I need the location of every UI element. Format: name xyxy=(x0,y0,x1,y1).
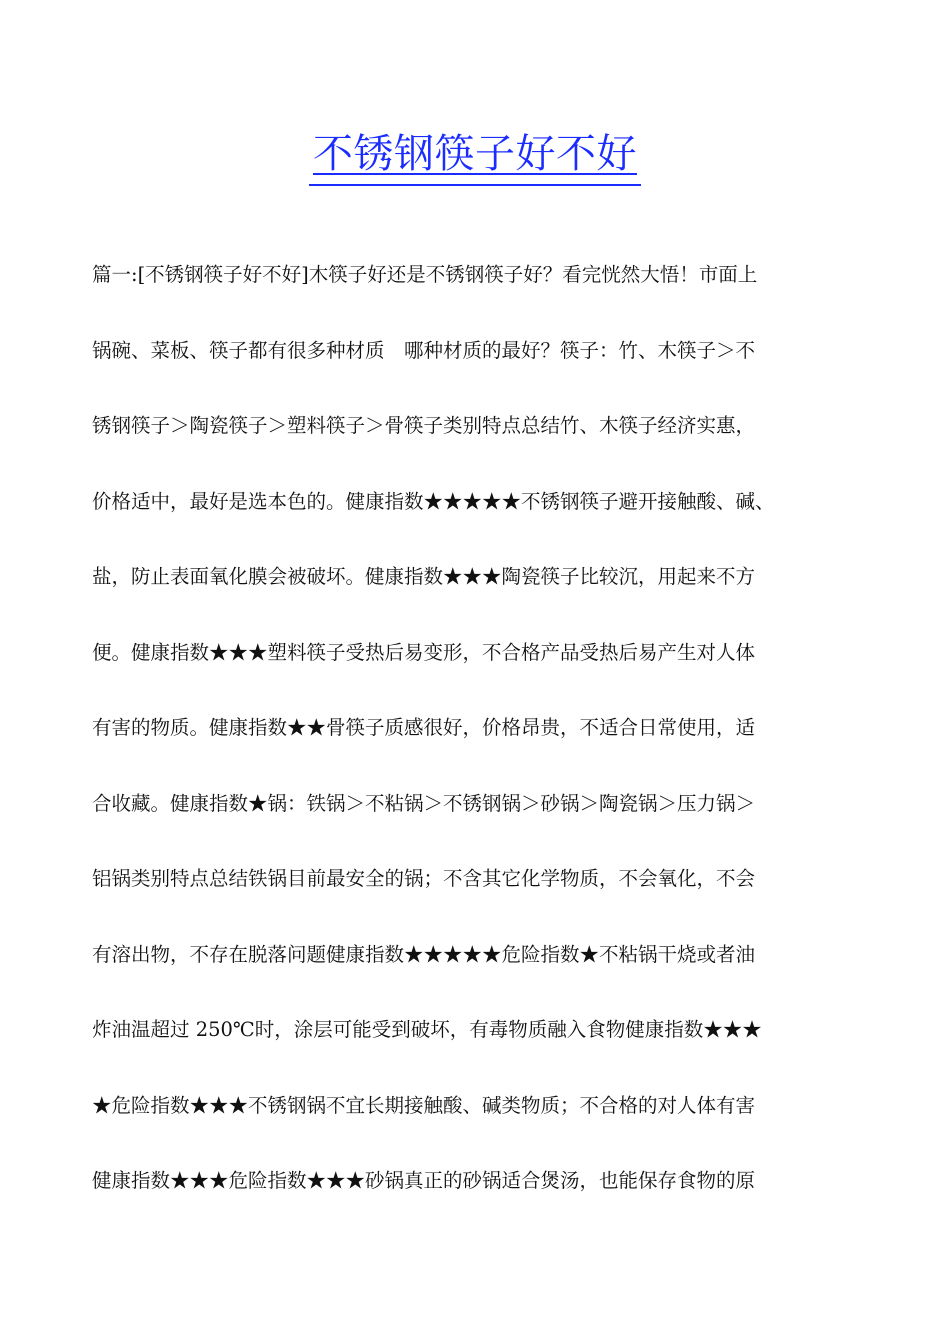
body-line-1: 篇一:[不锈钢筷子好不好]木筷子好还是不锈钢筷子好？看完恍然大悟！市面上 xyxy=(92,263,758,286)
body-line-13: 健康指数★★★危险指数★★★砂锅真正的砂锅适合煲汤，也能保存食物的原 xyxy=(92,1169,756,1192)
body-line-10: 有溶出物，不存在脱落问题健康指数★★★★★危险指数★不粘锅干烧或者油 xyxy=(92,942,756,966)
body-line-8: 合收藏。健康指数★锅：铁锅＞不粘锅＞不锈钢锅＞砂锅＞陶瓷锅＞压力锅＞ xyxy=(92,791,756,815)
body-line-7: 有害的物质。健康指数★★骨筷子质感很好，价格昂贵，不适合日常使用，适 xyxy=(92,716,756,739)
document-body xyxy=(92,256,872,1238)
body-line-3: 锈钢筷子＞陶瓷筷子＞塑料筷子＞骨筷子类别特点总结竹、木筷子经济实惠， xyxy=(92,414,756,437)
body-line-2: 锅碗、菜板、筷子都有很多种材质 哪种材质的最好？筷子：竹、木筷子＞不 xyxy=(92,338,756,362)
document-title[interactable]: 不锈钢筷子好不好 xyxy=(0,128,950,180)
body-line-4: 价格适中，最好是选本色的。健康指数★★★★★不锈钢筷子避开接触酸、碱、 xyxy=(92,489,775,513)
body-line-11: 炸油温超过 250℃时，涂层可能受到破坏，有毒物质融入食物健康指数★★★ xyxy=(92,1018,762,1041)
body-line-12: ★危险指数★★★不锈钢锅不宜长期接触酸、碱类物质；不合格的对人体有害 xyxy=(92,1093,756,1117)
body-line-5: 盐，防止表面氧化膜会被破坏。健康指数★★★陶瓷筷子比较沉，用起来不方 xyxy=(92,565,756,588)
body-line-6: 便。健康指数★★★塑料筷子受热后易变形，不合格产品受热后易产生对人体 xyxy=(92,640,756,664)
body-line-9: 铝锅类别特点总结铁锅目前最安全的锅；不含其它化学物质，不会氧化，不会 xyxy=(92,867,756,890)
